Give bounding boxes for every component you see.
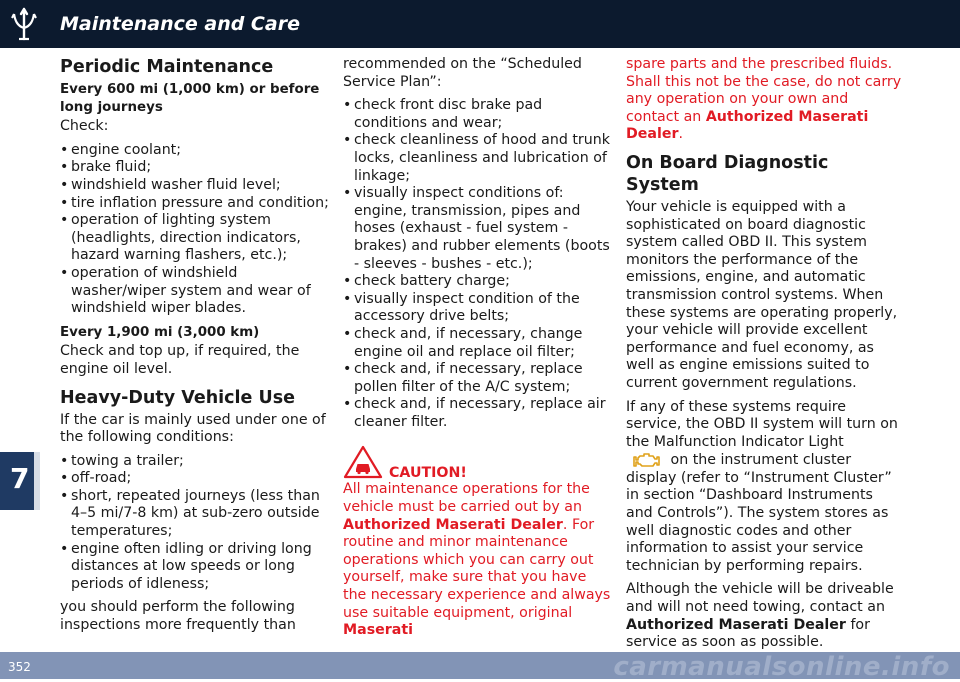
list-item: • visually inspect condition of the accessory drive belts; <box>343 291 611 326</box>
caution-continuation <box>626 56 902 144</box>
caution-block <box>343 445 611 482</box>
column-3 <box>626 56 902 658</box>
heavy-duty-list <box>60 453 332 594</box>
maserati-trident-logo <box>8 6 40 42</box>
obd-paragraph-3 <box>626 581 902 651</box>
page-number: 352 <box>8 660 31 674</box>
caution-label: CAUTION! <box>389 465 467 482</box>
section-title: Maintenance and Care <box>60 13 300 35</box>
list-item: • windshield washer fluid level; <box>60 177 332 195</box>
obd-paragraph-2b: on the instrument cluster display (refer to “Instrument Cluster” in section “Dashboard Instruments and Controls”). The system stores as well diagnostic codes and other information to assist your service technician by performing repairs. <box>626 452 892 574</box>
inspection-list <box>343 97 611 431</box>
obd-paragraph-2 <box>626 399 902 576</box>
heavy-duty-heading: Heavy-Duty Vehicle Use <box>60 387 295 408</box>
caution-text <box>343 481 611 639</box>
dealer-emphasis: Authorized Maserati Dealer <box>343 516 563 533</box>
heavy-duty-intro: If the car is mainly used under one of the following conditions: <box>60 411 326 446</box>
list-item: • short, repeated journeys (less than 4–5 mi/7-8 km) at sub-zero outside temperatures; <box>60 488 332 541</box>
list-item: • check and, if necessary, replace pollen filter of the A/C system; <box>343 361 611 396</box>
check-label: Check: <box>60 118 109 135</box>
periodic-check-list <box>60 142 332 318</box>
list-item: • check and, if necessary, replace air cleaner filter. <box>343 396 611 431</box>
list-item: • visually inspect conditions of: engine, transmission, pipes and hoses (exhaust - fuel system - brakes) and rubber elements (boots - sleeves - bushes - etc.); <box>343 185 611 273</box>
list-item: • engine coolant; <box>60 142 332 160</box>
interval-1900-heading: Every 1,900 mi (3,000 km) <box>60 324 260 340</box>
obd-paragraph-3a: Although the vehicle will be driveable and will not need towing, contact an <box>626 581 894 616</box>
list-item: • brake fluid; <box>60 159 332 177</box>
interval-600-heading: Every 600 mi (1,000 km) or before long journeys <box>60 82 320 115</box>
column-2 <box>343 56 611 646</box>
obd-paragraph-1: Your vehicle is equipped with a sophisticated on board diagnostic system called OBD II. This system monitors the performance of the emissions, engine, and automatic transmission control systems. When these systems are operating properly, your vehicle will provide excellent performance and fuel economy, as well as engine emissions suited to current government regulations. <box>626 198 898 391</box>
chapter-number: 7 <box>10 462 30 495</box>
list-item: • check cleanliness of hood and trunk locks, cleanliness and lubrication of linkage; <box>343 132 611 185</box>
list-item: • tire inflation pressure and condition; <box>60 195 332 213</box>
page-header <box>0 0 960 48</box>
maserati-emphasis: Maserati <box>343 622 413 639</box>
dealer-emphasis: Authorized Maserati Dealer <box>626 108 869 143</box>
caution-text-b: . For routine and minor maintenance operations which you can carry out yourself, make sure that you have the necessary experience and always use suitable equipment, original <box>343 516 611 621</box>
dealer-emphasis: Authorized Maserati Dealer <box>626 616 846 633</box>
list-item: • check and, if necessary, change engine oil and replace oil filter; <box>343 326 611 361</box>
scheduled-service-paragraph: recommended on the “Scheduled Service Plan”: <box>343 56 582 90</box>
watermark: carmanualsonline.info <box>613 652 950 682</box>
inspections-paragraph: you should perform the following inspections more frequently than <box>60 599 296 634</box>
list-item: • towing a trailer; <box>60 453 332 471</box>
caution-cont-end: . <box>678 126 683 143</box>
periodic-maintenance-heading: Periodic Maintenance <box>60 57 274 77</box>
obd-paragraph-3b: for service as soon as possible. <box>626 616 870 651</box>
list-item: • check front disc brake pad conditions and wear; <box>343 97 611 132</box>
list-item: • operation of lighting system (headlights, direction indicators, hazard warning flashers, etc.); <box>60 212 332 265</box>
car-warning-triangle-icon <box>343 445 383 479</box>
list-item: • operation of windshield washer/wiper system and wear of windshield wiper blades. <box>60 265 332 318</box>
list-item: • check battery charge; <box>343 273 611 291</box>
list-item: • off-road; <box>60 470 332 488</box>
engine-malfunction-icon <box>626 451 666 467</box>
page-footer <box>0 652 960 682</box>
list-item: • engine often idling or driving long distances at low speeds or long periods of idleness; <box>60 541 332 594</box>
oil-level-paragraph: Check and top up, if required, the engine oil level. <box>60 343 300 377</box>
obd-heading: On Board Diagnostic System <box>626 152 829 195</box>
caution-text-a: All maintenance operations for the vehicle must be carried out by an <box>343 481 590 516</box>
column-1 <box>60 56 332 641</box>
caution-cont-text: spare parts and the prescribed fluids. Shall this not be the case, do not carry any operation on your own and contact an <box>626 56 902 125</box>
obd-paragraph-2a: If any of these systems require service, the OBD II system will turn on the Malfunction Indicator Light <box>626 398 898 450</box>
chapter-tab <box>0 452 40 510</box>
